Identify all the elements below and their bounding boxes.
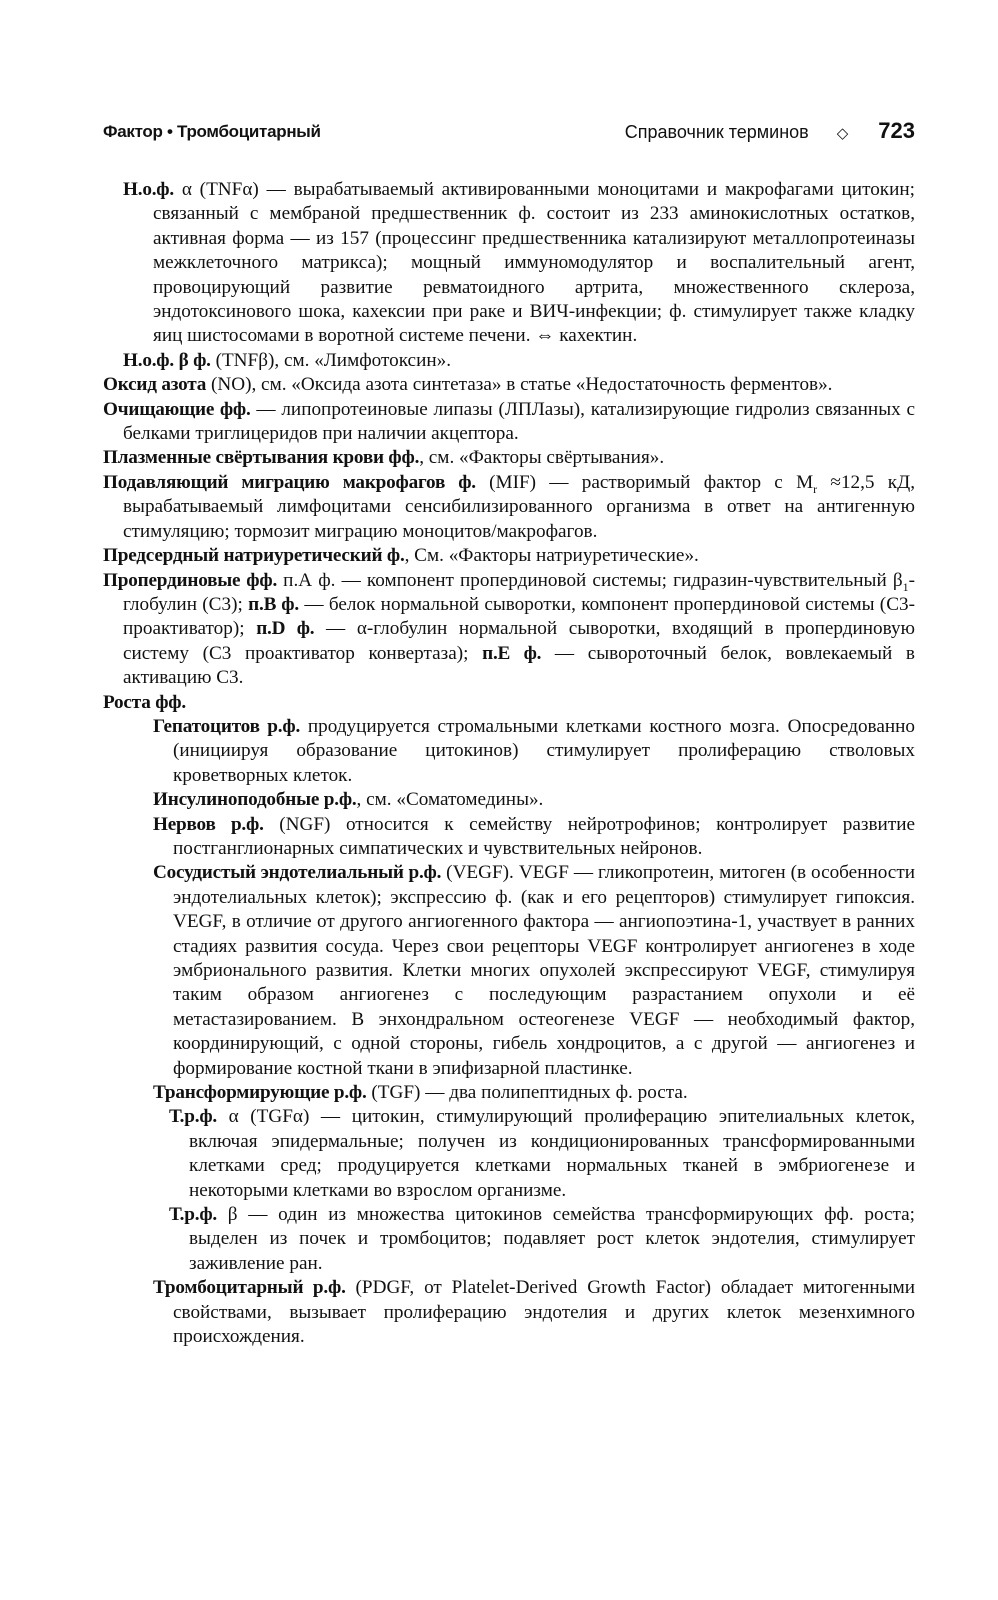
entry-igf <box>103 788 915 812</box>
entry-pdgf <box>103 1276 915 1349</box>
entry-term: Очищающие фф. <box>103 398 251 420</box>
entry-plasma-clotting-factors <box>103 446 915 470</box>
entry-mif <box>103 471 915 544</box>
entry-text: п.А ф. — компонент пропердиновой системы; гидразин-чувствительный β <box>277 569 903 591</box>
entries-body <box>103 178 915 1350</box>
entry-tnf-beta <box>103 349 915 373</box>
entry-vegf <box>103 861 915 1081</box>
entry-text: -глобулин (С3); <box>123 569 915 615</box>
entry-text: , См. «Факторы натриуретические». <box>404 545 699 567</box>
entry-tnf-alpha <box>103 178 915 349</box>
entry-text: (NGF) относится к семейству нейротрофинов; контролирует развитие постганглионарных симпатических и чувствительных нейронов. <box>173 813 915 859</box>
entry-text: (PDGF, от Platelet-Derived Growth Factor) обладает митогенными свойствами, вызывает пролиферацию эндотелия и других клеток мезенхимного происхождения. <box>173 1277 915 1348</box>
entry-term: Инсулиноподобные р.ф. <box>153 789 357 811</box>
entry-term: Оксид азота <box>103 374 207 396</box>
entry-term: Т.р.ф. <box>169 1204 218 1226</box>
diamond-icon: ◇ <box>836 125 849 142</box>
entry-term: Роста фф. <box>103 691 186 713</box>
entry-text: — α-глобулин нормальной сыворотки, входящий в пропердиновую систему (С3 проактиватор конвертаза); <box>123 618 915 664</box>
entry-text: (TGF) — два полипептидных ф. роста. <box>366 1082 688 1104</box>
running-head: Фактор • Тромбоцитарный <box>103 122 321 141</box>
entry-term: Плазменные свёртывания крови фф. <box>103 447 420 469</box>
entry-text: — липопротеиновые липазы (ЛПЛазы), катализирующие гидролиз связанных с белками триглицеридов при наличии акцептора. <box>123 398 915 445</box>
entry-text: (TNFβ), см. «Лимфотоксин». <box>210 349 452 371</box>
entry-subterm: п.В ф. <box>248 593 299 615</box>
entry-text: продуцируется стромальными клетками костного мозга. Опосредованно (инициируя образование цитокинов) стимулирует пролиферацию стволовых кроветворных клеток. <box>173 715 916 786</box>
entry-term: Нервов р.ф. <box>153 813 264 835</box>
entry-properdin-factors <box>103 569 915 691</box>
entry-term: Подавляющий миграцию макрофагов ф. <box>103 471 476 493</box>
entry-text: , см. «Факторы свёртывания». <box>419 447 665 469</box>
entry-term: Сосудистый эндотелиальный р.ф. <box>153 862 442 884</box>
entry-term: Н.о.ф. <box>123 179 174 200</box>
book-title: Справочник терминов <box>624 122 809 142</box>
entry-term: Предсердный натриуретический ф. <box>103 545 405 567</box>
entry-subscript: r <box>813 481 818 496</box>
entry-subscript: 1 <box>902 579 909 594</box>
entry-subterm: п.D ф. <box>256 618 315 640</box>
entry-growth-factors <box>103 691 915 715</box>
header-right <box>625 118 915 144</box>
entry-nitric-oxide <box>103 373 915 397</box>
entry-text: (MIF) — растворимый фактор с M <box>475 471 814 493</box>
entry-term: Гепатоцитов р.ф. <box>153 715 301 737</box>
entry-text: — белок нормальной сыворотки, компонент пропердиновой системы (С3-проактиватор); <box>123 593 915 640</box>
entry-subterm: п.Е ф. <box>482 642 542 664</box>
entry-text: (VEGF). VEGF — гликопротеин, митоген (в особенности эндотелиальных клеток); экспрессию ф. (как и его рецепторов) стимулирует гипоксия. VEGF, в отличие от другого ангиогенного фактора — ангиопоэтина-1, участвует в ранних стадиях развития сосуда. Через свои рецепторы VEGF контролирует ангиогенез в ходе эмбрионального развития. Клетки многих опухолей экспрессируют VEGF, стимулируя таким образом ангиогенез с последующим разрастанием опухоли и её метастазированием. В энхондральном остеогенезе VEGF — необходимый фактор, координирующий, с одной стороны, гибель хондроцитов, а с другой — ангиогенез и формирование костной ткани в эпифизарной пластинке. <box>173 862 915 1079</box>
entry-tgf <box>103 1081 915 1105</box>
entry-text: α (TGFα) — цитокин, стимулирующий пролиферацию эпителиальных клеток, включая эпидермальные; получен из кондиционированных трансформированными клетками сред; продуцируется клетками нормальных тканей в эмбриогенезе и некоторыми клетками во взрослом организме. <box>189 1106 915 1201</box>
entry-term: Тромбоцитарный р.ф. <box>153 1277 346 1299</box>
entry-text: (NO), см. «Оксида азота синтетаза» в статье «Недостаточность ферментов». <box>206 374 833 396</box>
entry-tgf-alpha <box>103 1105 915 1203</box>
entry-hgf <box>103 715 915 788</box>
entry-text: , см. «Соматомедины». <box>356 789 544 811</box>
entry-tgf-beta <box>103 1203 915 1276</box>
page-header <box>103 118 915 150</box>
entry-text: ≈12,5 кД, вырабатываемый лимфоцитами сенсибилизированного организма в ответ на антигенную стимуляцию; тормозит миграцию моноцитов/макрофагов. <box>123 471 915 542</box>
entry-text: β — один из множества цитокинов семейства трансформирующих фф. роста; выделен из почек и тромбоцитов; подавляет рост клеток эндотелия, стимулирует заживление ран. <box>189 1204 915 1274</box>
page-number: 723 <box>878 118 915 143</box>
entry-clearing-factors <box>103 398 915 447</box>
entry-text: α (TNFα) — вырабатываемый активированными моноцитами и макрофагами цитокин; связанный с мембраной предшественник ф. состоит из 233 аминокислотных остатков, активная форма — из 157 (процессинг предшественника катализируют металлопротеиназы межклеточного матрикса); мощный иммуномодулятор и воспалительный агент, провоцирующий развитие ревматоидного артрита, множественного склероза, эндотоксинового шока, кахексии при раке и ВИЧ-инфекции; ф. стимулирует также кладку яиц шистосомами в воротной системе печени. ⇔ кахектин. <box>153 179 915 347</box>
entry-ngf <box>103 813 915 862</box>
entry-term: Пропердиновые фф. <box>103 569 278 591</box>
entry-term: Н.о.ф. β ф. <box>123 349 211 371</box>
entry-term: Трансформирующие р.ф. <box>153 1082 367 1104</box>
entry-atrial-natriuretic <box>103 544 915 568</box>
entry-text: — сывороточный белок, вовлекаемый в активацию С3. <box>123 642 915 689</box>
entry-term: Т.р.ф. <box>169 1106 218 1128</box>
